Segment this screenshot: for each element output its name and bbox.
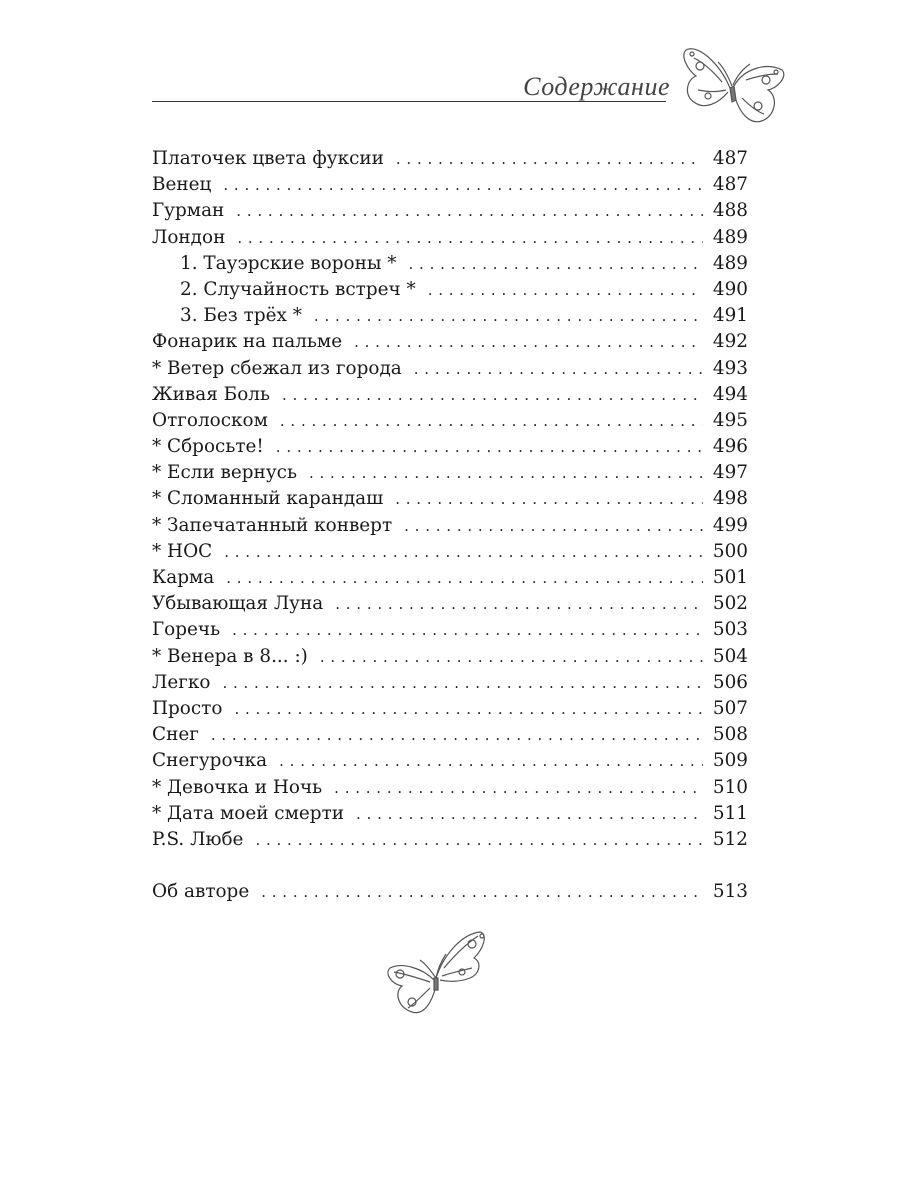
toc-entry-title: Платочек цвета фуксии — [152, 148, 384, 169]
toc-entry[interactable] — [152, 460, 748, 486]
toc-entry-title: * НОС — [152, 540, 213, 562]
dot-leader — [224, 539, 703, 565]
toc-entry-page: 504 — [712, 645, 748, 667]
dot-leader — [409, 251, 703, 277]
butterfly-icon — [382, 928, 490, 1020]
toc-entry-page: 503 — [712, 619, 748, 641]
dot-leader — [236, 198, 703, 224]
toc-entry-page: 507 — [712, 697, 748, 719]
toc-entry[interactable] — [152, 172, 748, 198]
dot-leader — [282, 382, 703, 408]
toc-entry-title: * Сбросьте! — [152, 436, 264, 458]
table-of-contents — [152, 146, 748, 905]
toc-entry-title: Просто — [152, 697, 223, 719]
dot-leader — [395, 486, 703, 512]
toc-entry[interactable] — [152, 146, 748, 172]
toc-entry-page: 489 — [712, 252, 748, 274]
toc-entry-page: 501 — [712, 567, 748, 588]
toc-entry[interactable] — [152, 486, 748, 512]
toc-entry[interactable] — [152, 644, 748, 670]
toc-entry-title: Фонарик на пальме — [152, 331, 343, 353]
toc-entry[interactable] — [152, 225, 748, 251]
toc-entry[interactable] — [152, 696, 748, 722]
toc-entry-title: Об авторе — [152, 881, 250, 903]
toc-entry[interactable] — [152, 408, 748, 434]
toc-entry-page: 492 — [712, 331, 748, 353]
toc-entry-page: 509 — [712, 750, 748, 772]
toc-entry-page: 499 — [712, 514, 748, 536]
toc-entry-page: 491 — [712, 305, 748, 327]
toc-entry-page: 494 — [712, 383, 748, 405]
toc-subentry[interactable] — [152, 303, 748, 329]
toc-entry-title: Снег — [152, 724, 199, 746]
toc-entry-page: 487 — [712, 174, 748, 196]
toc-entry-title: P.S. Любе — [152, 828, 244, 850]
toc-entry[interactable] — [152, 801, 748, 827]
toc-entry[interactable] — [152, 617, 748, 643]
toc-entry-title: Карма — [152, 567, 215, 588]
toc-entry-title: * Запечатанный конверт — [152, 514, 393, 536]
dot-leader — [356, 801, 703, 827]
page-title: Содержание — [523, 72, 670, 101]
toc-entry[interactable] — [152, 722, 748, 748]
toc-subentry[interactable] — [152, 251, 748, 277]
toc-entry[interactable] — [152, 539, 748, 565]
toc-entry-title: * Девочка и Ночь — [152, 776, 323, 798]
toc-entry-title: * Дата моей смерти — [152, 802, 344, 824]
dot-leader — [320, 644, 703, 670]
toc-entry-title: Гурман — [152, 200, 225, 222]
dot-leader — [414, 356, 703, 382]
toc-subentry[interactable] — [152, 277, 748, 303]
toc-entry-page: 502 — [712, 593, 748, 615]
butterfly-icon — [678, 40, 788, 134]
toc-entry-title: 3. Без трёх * — [180, 305, 302, 327]
dot-leader — [223, 172, 703, 198]
toc-entry-page: 498 — [712, 488, 748, 510]
dot-leader — [234, 696, 702, 722]
toc-entry[interactable] — [152, 329, 748, 355]
dot-leader — [280, 408, 703, 434]
toc-entry-title: Убывающая Луна — [152, 593, 324, 615]
toc-entry-page: 495 — [712, 409, 748, 431]
toc-entry-title: * Если вернусь — [152, 462, 297, 484]
toc-entry-title: Отголоском — [152, 409, 268, 431]
toc-entry-page: 487 — [712, 148, 748, 169]
dot-leader — [428, 277, 703, 303]
dot-leader — [237, 225, 703, 251]
dot-leader — [261, 879, 703, 905]
dot-leader — [335, 591, 703, 617]
toc-entry-page: 513 — [712, 881, 748, 903]
toc-entry-title: * Сломанный карандаш — [152, 488, 384, 510]
toc-entry-page: 510 — [712, 776, 748, 798]
toc-entry-page: 508 — [712, 724, 748, 746]
toc-entry[interactable] — [152, 434, 748, 460]
toc-entry-page: 496 — [712, 436, 748, 458]
toc-entry-page: 490 — [712, 278, 748, 300]
dot-leader — [211, 722, 703, 748]
page-header — [152, 40, 792, 140]
dot-leader — [226, 565, 703, 591]
toc-entry-page: 493 — [712, 357, 748, 379]
toc-entry[interactable] — [152, 748, 748, 774]
toc-entry-title: Снегурочка — [152, 750, 268, 772]
dot-leader — [232, 617, 703, 643]
dot-leader — [309, 460, 703, 486]
toc-entry[interactable] — [152, 827, 748, 853]
header-rule — [152, 101, 666, 102]
toc-entry-about-author[interactable] — [152, 879, 748, 905]
toc-entry-page: 497 — [712, 462, 748, 484]
dot-leader — [279, 748, 703, 774]
toc-entry-title: Венец — [152, 174, 212, 196]
dot-leader — [314, 303, 703, 329]
toc-entry-title: Живая Боль — [152, 383, 270, 405]
toc-entry[interactable] — [152, 670, 748, 696]
dot-leader — [334, 775, 703, 801]
toc-entry[interactable] — [152, 565, 748, 591]
dot-leader — [404, 513, 703, 539]
dot-leader — [276, 434, 703, 460]
toc-entry-page: 506 — [712, 671, 748, 693]
dot-leader — [354, 329, 703, 355]
toc-entry-page: 488 — [712, 200, 748, 222]
dot-leader — [396, 146, 703, 172]
dot-leader — [222, 670, 702, 696]
toc-entry[interactable] — [152, 775, 748, 801]
toc-entry[interactable] — [152, 382, 748, 408]
toc-entry-title: 1. Тауэрские вороны * — [180, 252, 397, 274]
toc-entry[interactable] — [152, 513, 748, 539]
toc-entry-page: 512 — [712, 828, 748, 850]
toc-entry-title: 2. Случайность встреч * — [180, 278, 416, 300]
toc-entry-page: 500 — [712, 540, 748, 562]
toc-entry-page: 489 — [712, 226, 748, 248]
toc-entry-page: 511 — [712, 802, 748, 824]
dot-leader — [255, 827, 702, 853]
toc-entry-title: Легко — [152, 671, 211, 693]
toc-entry-title: Лондон — [152, 226, 226, 248]
toc-entry-title: * Венера в 8... :) — [152, 645, 308, 667]
toc-entry-title: * Ветер сбежал из города — [152, 357, 402, 379]
toc-entry[interactable] — [152, 591, 748, 617]
toc-entry[interactable] — [152, 198, 748, 224]
toc-entry[interactable] — [152, 356, 748, 382]
toc-entry-title: Горечь — [152, 619, 221, 641]
